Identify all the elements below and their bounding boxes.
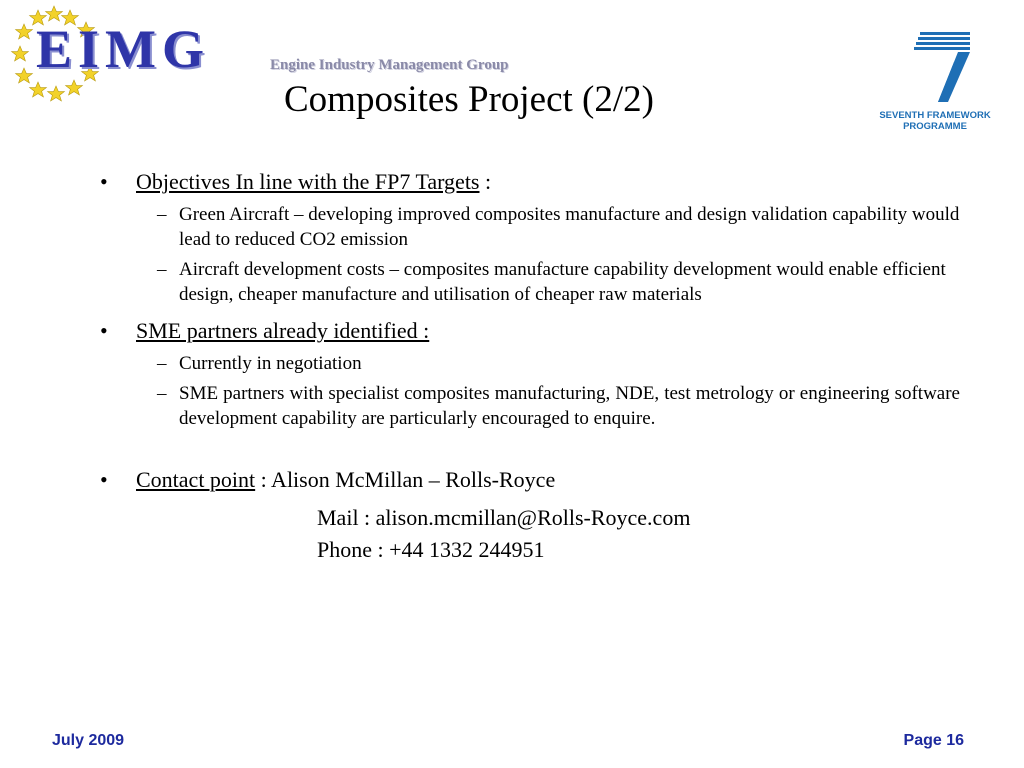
- slide-content: [100, 168, 960, 566]
- fp7-logo: [870, 28, 1000, 138]
- footer-date: July 2009: [52, 732, 125, 749]
- eimg-logo-text: EIMG: [36, 19, 211, 79]
- bullet-marker: •: [100, 467, 108, 492]
- sub-bullet: [100, 381, 960, 431]
- bullet-marker: •: [100, 318, 108, 343]
- sme-heading: SME partners already identified :: [136, 318, 430, 343]
- footer-page-number: Page 16: [903, 732, 964, 749]
- fp7-logo-line1: SEVENTH FRAMEWORK: [879, 110, 991, 121]
- contact-mail: Mail : alison.mcmillan@Rolls-Royce.com: [317, 505, 691, 530]
- objectives-heading: Objectives In line with the FP7 Targets: [136, 169, 480, 194]
- bullet-contact: [100, 464, 960, 496]
- sub-bullet: [100, 202, 960, 252]
- contact-name: : Alison McMillan – Rolls-Royce: [255, 467, 556, 492]
- sub-bullet: [100, 351, 960, 376]
- sub-bullet: [100, 257, 960, 307]
- organization-subtitle: Engine Industry Management Group: [270, 57, 509, 73]
- bullet-marker: •: [100, 169, 108, 194]
- bullet-sme-partners: [100, 317, 960, 345]
- objective-item-development-costs: Aircraft development costs – composites manufacture capability development would enable efficient design, cheaper manufacture and utilisation of cheaper raw materials: [179, 259, 946, 305]
- slide-title: Composites Project (2/2): [284, 79, 654, 120]
- dash-marker: –: [157, 204, 167, 225]
- fp7-logo-line2: PROGRAMME: [903, 121, 967, 132]
- dash-marker: –: [157, 383, 167, 404]
- bullet-objectives: [100, 168, 960, 196]
- objectives-heading-suffix: :: [479, 169, 492, 194]
- dash-marker: –: [157, 259, 167, 280]
- sme-item-encouraged: SME partners with specialist composites manufacturing, NDE, test metrology or engineering software development capability are particularly encouraged to enquire.: [179, 383, 960, 429]
- objective-item-green-aircraft: Green Aircraft – developing improved composites manufacture and design validation capability would lead to reduced CO2 emission: [179, 204, 960, 250]
- dash-marker: –: [157, 353, 167, 374]
- contact-label: Contact point: [136, 467, 256, 492]
- sme-item-negotiation: Currently in negotiation: [179, 353, 362, 374]
- contact-phone: Phone : +44 1332 244951: [317, 537, 545, 562]
